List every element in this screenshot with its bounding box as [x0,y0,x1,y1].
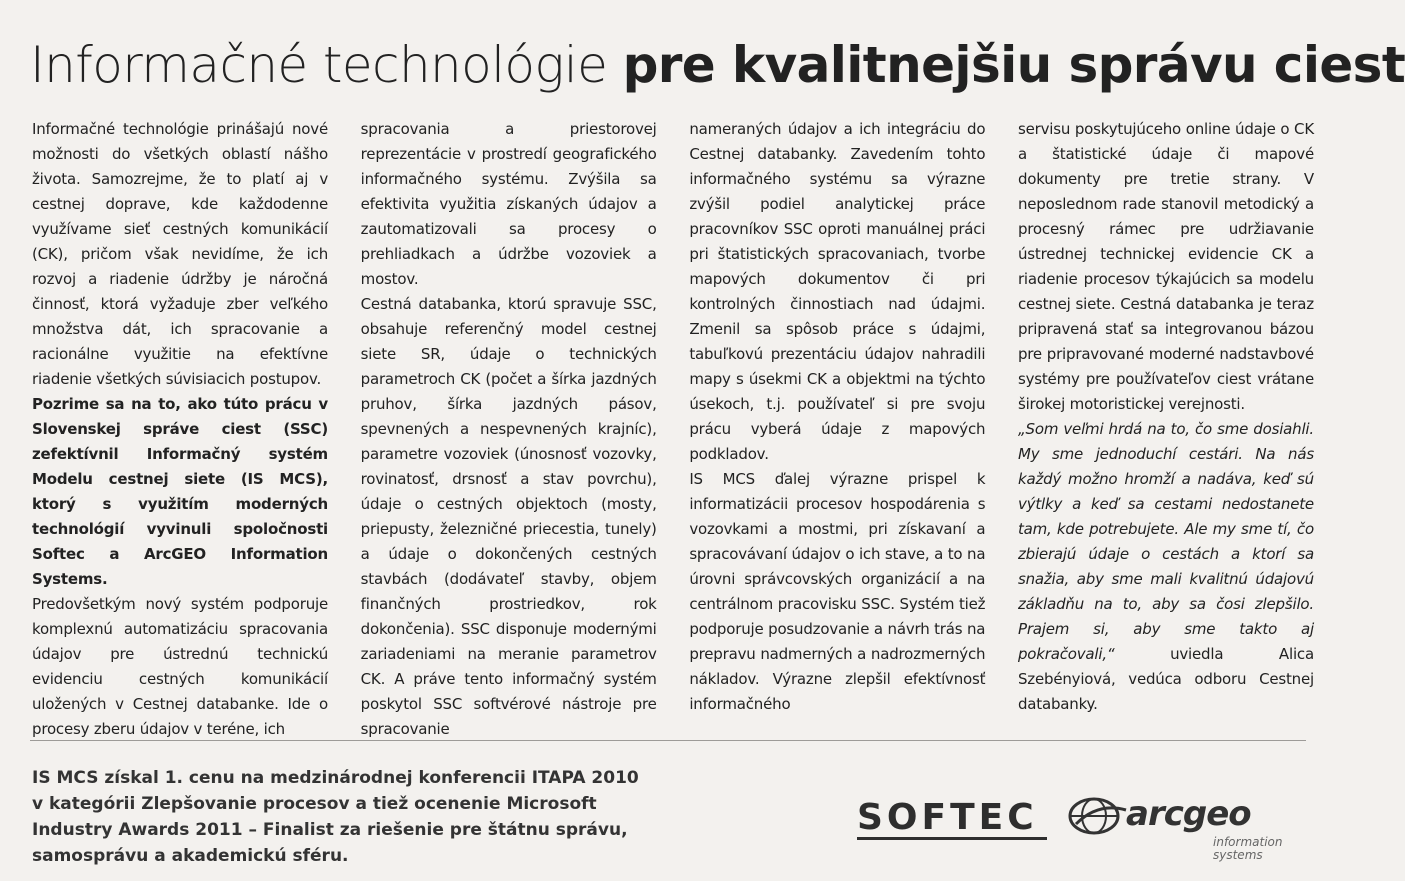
column-4 [1018,117,1314,712]
title-bold-part: pre kvalitnejšiu správu ciest [622,36,1405,94]
arcgeo-tagline [1213,836,1282,862]
paragraph: nameraných údajov a ich integráciu do Cestnej databanky. Zavedením tohto informačného systému sa výrazne zvýšil podiel analytickej práce pracovníkov SSC oproti manuálnej práci pri štatistických spracovaniach, tvorbe mapových dokumentov či pri kontrolných činnostiach nad údajmi. Zmenil sa spôsob práce s údajmi, tabuľkovú prezentáciu údajov nahradili mapy s úsekmi CK a objektmi na týchto úsekoch, t.j. používateľ si pre svoju prácu vyberá údaje z mapových podkladov. [689,120,986,463]
award-box [32,765,792,869]
arcgeo-tagline-line: information [1213,835,1283,849]
arcgeo-tagline-line: systems [1213,848,1263,862]
paragraph: Predovšetkým nový systém podporuje komplexnú automatizáciu spracovania údajov pre ústrednú technickú evidenciu cestných komunikácií uložených v Cestnej databanke. Ide o procesy zberu údajov v teréne, ich [32,595,328,738]
award-line: samosprávu a akademickú sféru. [32,846,349,866]
arcgeo-globe-icon [1068,796,1128,836]
column-2 [360,117,657,738]
paragraph: servisu poskytujúceho online údaje o CK a štatistické údaje či mapové dokumenty pre tretie strany. V neposlednom rade stanovil metodický a procesný rámec pre udržiavanie ústrednej technickej evidencie CK a riadenie procesov týkajúcich sa modelu cestnej siete. Cestná databanka je teraz pripravená stať sa integrovanou bázou pre pripravované moderné nadstavbové systémy pre používateľov ciest vrátane širokej motoristickej verejnosti. [1017,120,1314,413]
award-line: IS MCS získal 1. cenu na medzinárodnej konferencii ITAPA 2010 [32,768,639,788]
article-columns [32,117,1314,738]
column-3 [689,117,985,712]
article-title [30,28,1405,102]
lead-paragraph-bold: Pozrime sa na to, ako túto prácu v Slovenskej správe ciest (SSC) zefektívnil Informačný systém Modelu cestnej siete (IS MCS), ktorý s využitím moderných technológií vyvinuli spoločnosti Softec a ArcGEO Information Systems. [32,395,328,588]
quote-attribution: uviedla Alica Szebényiová, vedúca odboru Cestnej databanky. [1017,645,1314,713]
paragraph: spracovania a priestorovej reprezentácie v prostredí geografického informačného systému. Zvýšila sa efektivita využitia získaných údajov a zautomatizovali sa procesy o prehliadkach a údržbe vozoviek a mostov. [360,120,657,288]
section-divider [30,740,1306,741]
quote-paragraph [1018,417,1314,717]
softec-logo: SOFTEC [857,796,1047,840]
award-line: v kategórii Zlepšovanie procesov a tiež ocenenie Microsoft [32,794,597,814]
quote-text: „Som veľmi hrdá na to, čo sme dosiahli. My sme jednoduchí cestári. Na nás každý možno hromží a nadáva, keď sú výtlky a keď sa cestami nedostanete tam, kde potrebujete. Ale my sme tí, čo zbierajú údaje o cestách a ktorí sa snažia, aby sme mali kvalitnú údajovú základňu na to, aby sa čosi zlepšilo. Prajem si, aby sme takto aj pokračovali,“ [1017,420,1314,663]
title-light-part: Informačné technológie [30,36,623,94]
previous-page-bleed [0,0,1330,22]
paragraph: IS MCS ďalej výrazne prispel k informatizácii procesov hospodárenia s vozovkami a mostmi, pri získavaní a spracovávaní údajov o ich stave, a to na úrovni správcovských organizácií a na centrálnom pracovisku SSC. Systém tiež podporuje posudzovanie a návrh trás na prepravu nadmerných a nadrozmerných nákladov. Výrazne zlepšil efektívnosť informačného [689,470,986,713]
arcgeo-logo [1068,790,1298,870]
award-line: Industry Awards 2011 – Finalist za riešenie pre štátnu správu, [32,820,628,840]
paragraph: Informačné technológie prinášajú nové možnosti do všetkých oblastí nášho života. Samozrejme, že to platí aj v cestnej doprave, kde každodenne využívame sieť cestných komunikácií (CK), pričom však nevidíme, že ich rozvoj a riadenie údržby je náročná činnosť, ktorá vyžaduje zber veľkého množstva dát, ich spracovanie a racionálne využitie na efektívne riadenie všetkých súvisiacich postupov. [32,120,328,388]
column-1 [32,117,328,738]
arcgeo-wordmark: arcgeo [1126,794,1251,834]
paragraph: Cestná databanka, ktorú spravuje SSC, obsahuje referenčný model cestnej siete SR, údaje o technických parametroch CK (počet a šírka jazdných pruhov, šírka jazdných pásov, spevnených a nespevnených krajníc), parametre vozoviek (únosnosť vozovky, rovinatosť, drsnosť a stav povrchu), údaje o cestných objektoch (mosty, priepusty, železničné priecestia, tunely) a údaje o dokončených cestných stavbách (dodávateľ stavby, objem finančných prostriedkov, rok dokončenia). SSC disponuje modernými zariadeniami na meranie parametrov CK. A práve tento informačný systém poskytol SSC softvérové nástroje pre spracovanie [360,295,657,738]
